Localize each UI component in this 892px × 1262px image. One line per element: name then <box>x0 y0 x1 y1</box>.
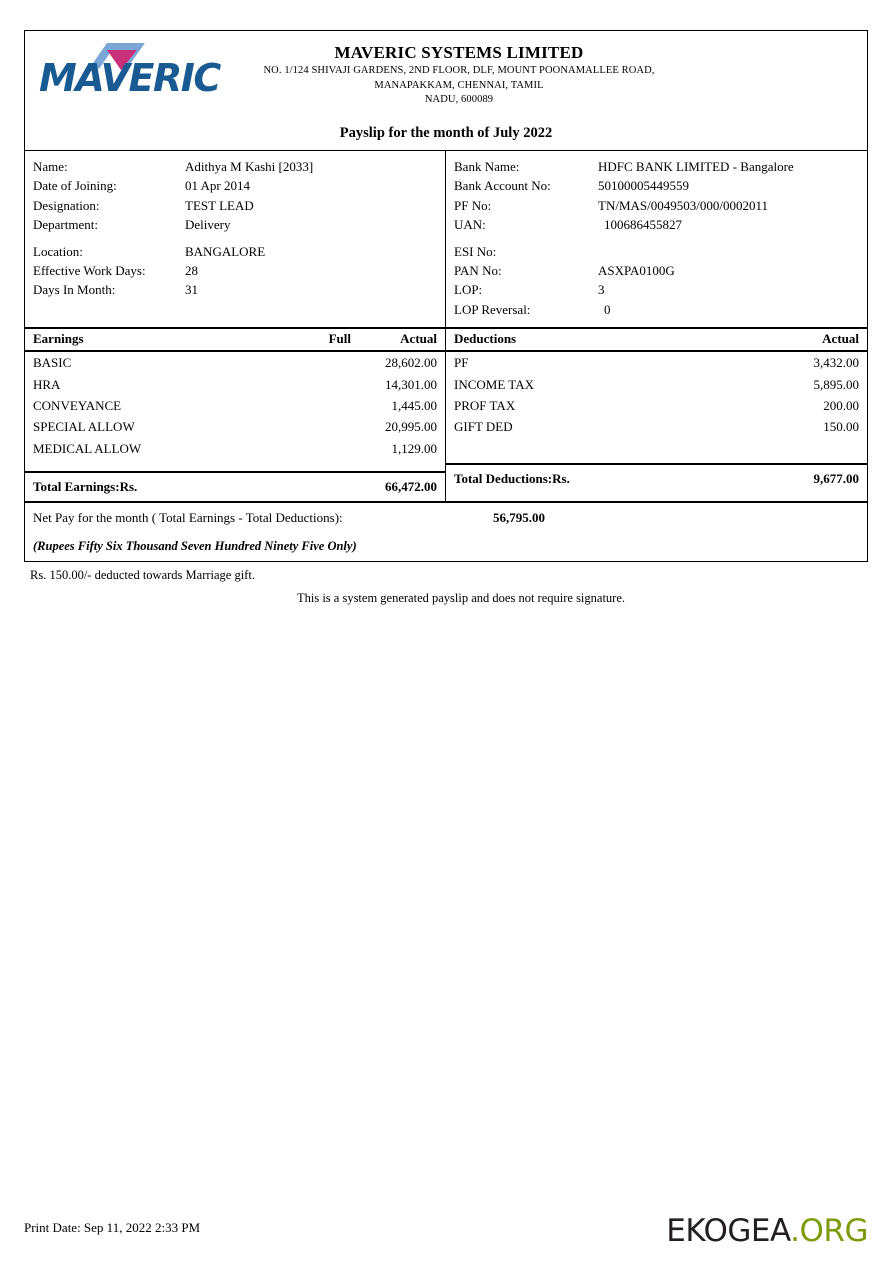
info-row-effective-work-days <box>25 261 445 280</box>
deductions-header-row <box>446 329 867 351</box>
company-address-line-1: NO. 1/124 SHIVAJI GARDENS, 2ND FLOOR, DLF, MOUNT POONAMALLEE ROAD, <box>263 65 655 76</box>
payslip-header <box>25 31 867 151</box>
table-row <box>25 416 445 437</box>
value-designation: TEST LEAD <box>185 197 254 213</box>
deductions-total-value: 9,677.00 <box>747 464 867 492</box>
value-effective-work-days: 28 <box>185 263 198 279</box>
payslip-document <box>24 30 868 562</box>
label-bank-name: Bank Name: <box>454 159 520 174</box>
deductions-blank-cell <box>446 438 867 451</box>
payslip-title: Payslip for the month of July 2022 <box>339 125 553 141</box>
table-row <box>25 351 445 373</box>
earnings-full <box>267 416 359 437</box>
deductions-blank-row <box>446 438 867 451</box>
earnings-full <box>267 395 359 416</box>
earnings-name: CONVEYANCE <box>33 398 122 414</box>
earnings-actual: 1,445.00 <box>391 398 437 414</box>
table-row <box>446 374 867 395</box>
info-section <box>25 151 867 329</box>
info-row-designation <box>25 196 445 215</box>
svg-text:MAVERIC: MAVERIC <box>39 56 220 99</box>
table-row <box>446 395 867 416</box>
value-date-of-joining: 01 Apr 2014 <box>185 178 250 194</box>
info-row-lop <box>446 280 867 299</box>
deductions-total-row <box>446 464 867 492</box>
info-row-location <box>25 242 445 261</box>
bank-details-column <box>446 151 867 327</box>
value-esi-no <box>598 242 867 261</box>
info-row-days-in-month <box>25 280 445 299</box>
info-row-bank-name <box>446 157 867 176</box>
value-bank-name: HDFC BANK LIMITED - Bangalore <box>598 159 794 174</box>
earnings-actual: 1,129.00 <box>391 440 437 456</box>
deductions-name: INCOME TAX <box>454 376 534 392</box>
label-department: Department: <box>33 217 98 233</box>
value-days-in-month: 31 <box>185 282 198 298</box>
earnings-spacer-cell <box>25 459 445 472</box>
value-lop: 3 <box>598 282 605 298</box>
deductions-name: PF <box>454 355 469 371</box>
earnings-header-name: Earnings <box>25 329 267 351</box>
earnings-total-row <box>25 472 445 500</box>
deductions-actual: 150.00 <box>823 419 859 435</box>
company-identity <box>221 31 867 107</box>
money-section <box>25 329 867 502</box>
earnings-header-row <box>25 329 445 351</box>
deductions-header-name: Deductions <box>446 329 747 351</box>
label-bank-account-no: Bank Account No: <box>454 178 551 194</box>
net-pay-label: Net Pay for the month ( Total Earnings - Total Deductions): <box>33 509 343 525</box>
value-department: Delivery <box>185 217 231 233</box>
earnings-name: MEDICAL ALLOW <box>33 440 142 456</box>
deductions-actual: 3,432.00 <box>813 355 859 371</box>
label-pf-no: PF No: <box>454 197 492 213</box>
info-row-department <box>25 215 445 234</box>
info-row-pf-no <box>446 196 867 215</box>
deductions-spacer-cell <box>446 451 867 464</box>
earnings-spacer-row <box>25 459 445 472</box>
label-uan: UAN: <box>454 217 486 233</box>
label-location: Location: <box>33 243 83 259</box>
earnings-full <box>267 351 359 373</box>
value-name: Adithya M Kashi [2033] <box>185 159 314 174</box>
info-row-pan-no <box>446 261 867 280</box>
table-row <box>25 374 445 395</box>
label-lop: LOP: <box>454 282 483 298</box>
label-esi-no: ESI No: <box>454 243 497 259</box>
label-date-of-joining: Date of Joining: <box>33 178 117 194</box>
deductions-name: GIFT DED <box>454 419 513 435</box>
table-row <box>446 351 867 373</box>
logo-svg <box>37 41 223 99</box>
earnings-total-value: 66,472.00 <box>359 472 445 500</box>
deductions-actual: 5,895.00 <box>813 376 859 392</box>
earnings-actual: 28,602.00 <box>385 355 437 371</box>
net-pay-section <box>25 503 867 561</box>
earnings-column <box>25 329 446 500</box>
value-bank-account-no: 50100005449559 <box>598 178 689 194</box>
system-generated-note: This is a system generated payslip and does not require signature. <box>296 591 626 605</box>
earnings-name: SPECIAL ALLOW <box>33 419 135 435</box>
net-pay-in-words: (Rupees Fifty Six Thousand Seven Hundred Ninety Five Only) <box>33 538 357 553</box>
label-lop-reversal: LOP Reversal: <box>454 301 531 317</box>
earnings-full <box>267 438 359 459</box>
value-pan-no: ASXPA0100G <box>598 263 675 279</box>
deductions-name: PROF TAX <box>454 398 516 414</box>
company-address-line-3: NADU, 600089 <box>424 94 494 105</box>
deductions-actual: 200.00 <box>823 398 859 414</box>
net-pay-amount: 56,795.00 <box>493 509 545 525</box>
deductions-header-actual: Actual <box>747 329 867 351</box>
earnings-table <box>25 329 445 500</box>
brand-name: EKOGEA <box>666 1213 791 1249</box>
deductions-total-label: Total Deductions:Rs. <box>446 464 747 492</box>
table-row <box>25 395 445 416</box>
earnings-actual: 20,995.00 <box>385 419 437 435</box>
label-days-in-month: Days In Month: <box>33 282 116 298</box>
info-row-uan <box>446 215 867 234</box>
company-name: MAVERIC SYSTEMS LIMITED <box>334 43 584 62</box>
deductions-column <box>446 329 867 500</box>
deductions-table <box>446 329 867 492</box>
value-uan: 100686455827 <box>604 217 682 233</box>
info-row-bank-account-no <box>446 176 867 195</box>
info-row-name <box>25 157 445 176</box>
label-effective-work-days: Effective Work Days: <box>33 263 146 279</box>
value-lop-reversal: 0 <box>604 301 611 317</box>
earnings-header-full: Full <box>267 329 359 351</box>
earnings-total-label: Total Earnings:Rs. <box>25 472 267 500</box>
info-row-esi-no <box>446 242 867 261</box>
deductions-spacer-row <box>446 451 867 464</box>
table-row <box>446 416 867 437</box>
employee-details-column <box>25 151 446 327</box>
earnings-full <box>267 374 359 395</box>
info-row-lop-reversal <box>446 300 867 319</box>
maveric-logo-artwork <box>37 41 223 99</box>
gift-deduction-note: Rs. 150.00/- deducted towards Marriage gift. <box>30 568 255 582</box>
net-pay-line <box>33 510 859 526</box>
label-name: Name: <box>33 159 68 174</box>
label-designation: Designation: <box>33 197 100 213</box>
print-date: Print Date: Sep 11, 2022 2:33 PM <box>24 1220 201 1235</box>
value-location: BANGALORE <box>185 243 266 259</box>
earnings-name: BASIC <box>33 355 72 371</box>
company-address-line-2: MANAPAKKAM, CHENNAI, TAMIL <box>374 79 544 91</box>
brand-tld: .ORG <box>790 1213 868 1249</box>
company-logo <box>25 31 221 99</box>
label-pan-no: PAN No: <box>454 263 502 279</box>
table-row <box>25 438 445 459</box>
value-pf-no: TN/MAS/0049503/000/0002011 <box>598 197 768 213</box>
earnings-actual: 14,301.00 <box>385 376 437 392</box>
earnings-header-actual: Actual <box>359 329 445 351</box>
ekogea-watermark <box>666 1214 868 1248</box>
earnings-total-full <box>267 472 359 500</box>
info-row-date-of-joining <box>25 176 445 195</box>
earnings-name: HRA <box>33 376 61 392</box>
